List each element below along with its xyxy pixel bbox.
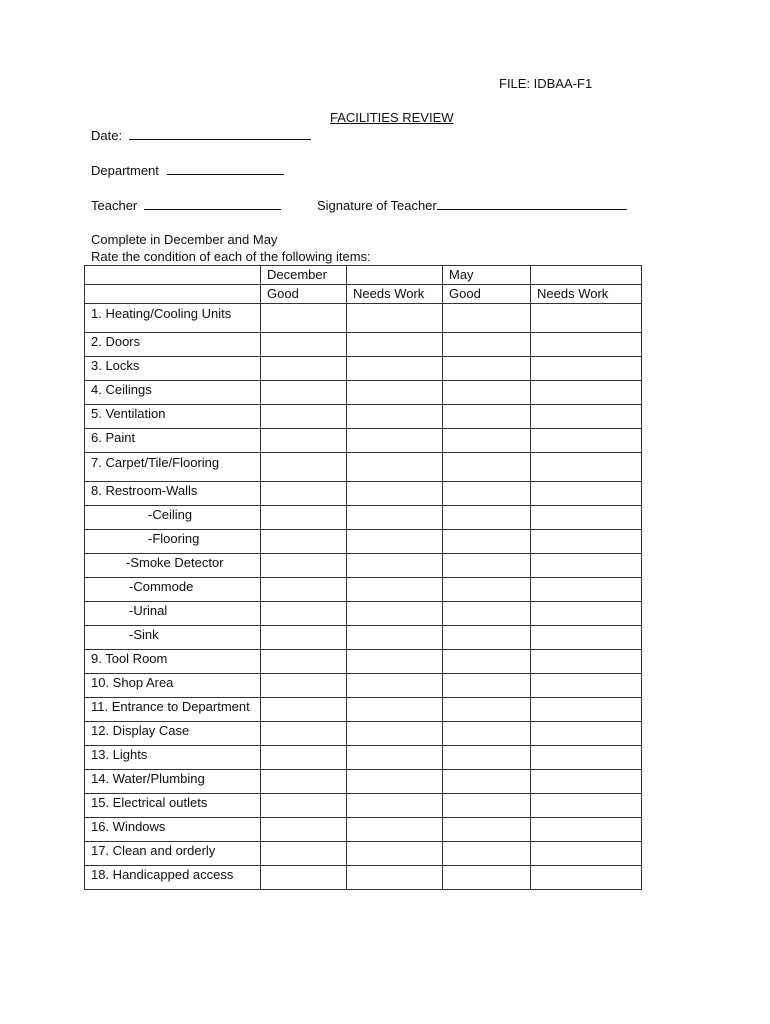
may-good-cell[interactable] — [443, 405, 531, 429]
may-needs-work-cell[interactable] — [531, 333, 642, 357]
may-good-cell[interactable] — [443, 842, 531, 866]
december-good-cell[interactable] — [261, 357, 347, 381]
may-needs-work-cell[interactable] — [531, 674, 642, 698]
item-label: -Smoke Detector — [85, 554, 261, 578]
may-needs-work-cell[interactable] — [531, 602, 642, 626]
may-good-cell[interactable] — [443, 602, 531, 626]
december-needs-work-cell[interactable] — [347, 842, 443, 866]
may-needs-work-cell[interactable] — [531, 794, 642, 818]
signature-field — [317, 197, 627, 213]
instruction-line-1: Complete in December and May — [91, 232, 278, 247]
department-label: Department — [91, 163, 159, 178]
december-good-cell[interactable] — [261, 866, 347, 890]
december-needs-work-cell[interactable] — [347, 794, 443, 818]
december-good-cell[interactable] — [261, 506, 347, 530]
may-needs-work-cell[interactable] — [531, 866, 642, 890]
item-label: 2. Doors — [85, 333, 261, 357]
may-good-cell[interactable] — [443, 818, 531, 842]
december-good-cell[interactable] — [261, 405, 347, 429]
may-needs-work-cell[interactable] — [531, 482, 642, 506]
may-good-cell[interactable] — [443, 698, 531, 722]
table-row — [85, 530, 642, 554]
signature-input-line[interactable] — [437, 197, 627, 210]
may-good-cell[interactable] — [443, 722, 531, 746]
item-label: -Ceiling — [85, 506, 261, 530]
blank-header-cell — [347, 266, 443, 285]
table-row — [85, 674, 642, 698]
date-label: Date: — [91, 128, 123, 143]
item-label: -Sink — [85, 626, 261, 650]
december-needs-work-cell[interactable] — [347, 818, 443, 842]
december-needs-work-cell[interactable] — [347, 746, 443, 770]
may-good-cell[interactable] — [443, 770, 531, 794]
may-good-cell[interactable] — [443, 578, 531, 602]
table-row — [85, 770, 642, 794]
may-good-cell[interactable] — [443, 482, 531, 506]
instruction-line-2: Rate the condition of each of the following items: — [91, 249, 371, 264]
december-good-cell[interactable] — [261, 842, 347, 866]
item-label: 10. Shop Area — [85, 674, 261, 698]
table-row — [85, 722, 642, 746]
may-needs-work-cell[interactable] — [531, 578, 642, 602]
teacher-input-line[interactable] — [144, 197, 281, 210]
may-good-cell[interactable] — [443, 453, 531, 482]
may-needs-work-cell[interactable] — [531, 650, 642, 674]
may-needs-work-cell[interactable] — [531, 405, 642, 429]
may-good-cell[interactable] — [443, 794, 531, 818]
may-good-cell[interactable] — [443, 554, 531, 578]
december-needs-work-cell[interactable] — [347, 698, 443, 722]
period-header-row — [85, 266, 642, 285]
december-good-cell[interactable] — [261, 746, 347, 770]
december-needs-work-cell[interactable] — [347, 602, 443, 626]
table-row — [85, 842, 642, 866]
december-needs-work-cell[interactable] — [347, 530, 443, 554]
may-needs-work-cell[interactable] — [531, 818, 642, 842]
department-field — [91, 162, 284, 178]
december-needs-work-cell[interactable] — [347, 650, 443, 674]
may-good-cell[interactable] — [443, 866, 531, 890]
december-needs-work-cell[interactable] — [347, 333, 443, 357]
december-needs-work-cell[interactable] — [347, 506, 443, 530]
december-good-cell[interactable] — [261, 602, 347, 626]
december-good-cell[interactable] — [261, 381, 347, 405]
page-title: FACILITIES REVIEW — [330, 110, 454, 125]
may-good-cell[interactable] — [443, 381, 531, 405]
department-input-line[interactable] — [167, 162, 284, 175]
may-good-cell[interactable] — [443, 530, 531, 554]
may-needs-work-cell[interactable] — [531, 357, 642, 381]
december-good-cell[interactable] — [261, 722, 347, 746]
item-label: 4. Ceilings — [85, 381, 261, 405]
may-needs-work-cell[interactable] — [531, 770, 642, 794]
may-needs-work-cell[interactable] — [531, 453, 642, 482]
table-row — [85, 698, 642, 722]
table-row — [85, 429, 642, 453]
item-label: 5. Ventilation — [85, 405, 261, 429]
december-needs-work-cell[interactable] — [347, 304, 443, 333]
item-label: 12. Display Case — [85, 722, 261, 746]
december-needs-work-cell[interactable] — [347, 453, 443, 482]
december-needs-work-cell[interactable] — [347, 674, 443, 698]
teacher-label: Teacher — [91, 198, 138, 213]
may-header: May — [443, 266, 531, 285]
december-needs-work-cell[interactable] — [347, 578, 443, 602]
table-row — [85, 482, 642, 506]
may-good-cell[interactable] — [443, 333, 531, 357]
may-needs-work-cell[interactable] — [531, 746, 642, 770]
december-good-header: Good — [261, 285, 347, 304]
rating-header-row — [85, 285, 642, 304]
december-needs-work-cell[interactable] — [347, 554, 443, 578]
december-needs-work-cell[interactable] — [347, 482, 443, 506]
item-label: 16. Windows — [85, 818, 261, 842]
may-good-cell[interactable] — [443, 304, 531, 333]
december-good-cell[interactable] — [261, 482, 347, 506]
december-needs-work-header: Needs Work — [347, 285, 443, 304]
december-header: December — [261, 266, 347, 285]
facilities-rating-table — [84, 265, 642, 890]
may-needs-work-cell[interactable] — [531, 429, 642, 453]
december-needs-work-cell[interactable] — [347, 429, 443, 453]
december-good-cell[interactable] — [261, 770, 347, 794]
item-label: -Flooring — [85, 530, 261, 554]
table-row — [85, 304, 642, 333]
december-good-cell[interactable] — [261, 650, 347, 674]
december-good-cell[interactable] — [261, 818, 347, 842]
may-needs-work-cell[interactable] — [531, 506, 642, 530]
december-needs-work-cell[interactable] — [347, 357, 443, 381]
december-good-cell[interactable] — [261, 453, 347, 482]
may-good-cell[interactable] — [443, 650, 531, 674]
may-good-cell[interactable] — [443, 506, 531, 530]
item-label: 7. Carpet/Tile/Flooring — [85, 453, 261, 482]
table-row — [85, 866, 642, 890]
december-good-cell[interactable] — [261, 554, 347, 578]
table-row — [85, 626, 642, 650]
may-good-cell[interactable] — [443, 746, 531, 770]
december-needs-work-cell[interactable] — [347, 866, 443, 890]
may-needs-work-cell[interactable] — [531, 381, 642, 405]
item-label: 18. Handicapped access — [85, 866, 261, 890]
item-label: 1. Heating/Cooling Units — [85, 304, 261, 333]
may-good-cell[interactable] — [443, 429, 531, 453]
blank-header-cell — [85, 266, 261, 285]
december-good-cell[interactable] — [261, 794, 347, 818]
table-row — [85, 818, 642, 842]
december-needs-work-cell[interactable] — [347, 381, 443, 405]
december-needs-work-cell[interactable] — [347, 626, 443, 650]
december-good-cell[interactable] — [261, 429, 347, 453]
item-label: 8. Restroom-Walls — [85, 482, 261, 506]
may-needs-work-cell[interactable] — [531, 626, 642, 650]
may-good-cell[interactable] — [443, 626, 531, 650]
item-label: 17. Clean and orderly — [85, 842, 261, 866]
item-label: 3. Locks — [85, 357, 261, 381]
item-label: 13. Lights — [85, 746, 261, 770]
item-label: 6. Paint — [85, 429, 261, 453]
may-good-cell[interactable] — [443, 674, 531, 698]
may-good-cell[interactable] — [443, 357, 531, 381]
december-good-cell[interactable] — [261, 304, 347, 333]
table-row — [85, 357, 642, 381]
table-row — [85, 381, 642, 405]
table-row — [85, 578, 642, 602]
table-row — [85, 650, 642, 674]
december-good-cell[interactable] — [261, 530, 347, 554]
may-needs-work-cell[interactable] — [531, 842, 642, 866]
item-label: 15. Electrical outlets — [85, 794, 261, 818]
teacher-field — [91, 197, 281, 213]
table-row — [85, 333, 642, 357]
blank-header-cell — [531, 266, 642, 285]
table-row — [85, 602, 642, 626]
december-good-cell[interactable] — [261, 698, 347, 722]
may-needs-work-cell[interactable] — [531, 554, 642, 578]
may-needs-work-cell[interactable] — [531, 698, 642, 722]
table-row — [85, 506, 642, 530]
may-needs-work-cell[interactable] — [531, 304, 642, 333]
december-good-cell[interactable] — [261, 674, 347, 698]
december-needs-work-cell[interactable] — [347, 770, 443, 794]
table-row — [85, 554, 642, 578]
december-needs-work-cell[interactable] — [347, 722, 443, 746]
date-field — [91, 127, 311, 143]
december-good-cell[interactable] — [261, 578, 347, 602]
item-label: 9. Tool Room — [85, 650, 261, 674]
item-label: -Commode — [85, 578, 261, 602]
date-input-line[interactable] — [129, 127, 311, 140]
table-row — [85, 746, 642, 770]
december-good-cell[interactable] — [261, 626, 347, 650]
table-row — [85, 405, 642, 429]
item-label: 11. Entrance to Department — [85, 698, 261, 722]
file-id: FILE: IDBAA-F1 — [499, 76, 593, 91]
item-label: 14. Water/Plumbing — [85, 770, 261, 794]
december-needs-work-cell[interactable] — [347, 405, 443, 429]
signature-label: Signature of Teacher — [317, 198, 437, 213]
may-needs-work-cell[interactable] — [531, 530, 642, 554]
table-row — [85, 453, 642, 482]
december-good-cell[interactable] — [261, 333, 347, 357]
may-good-header: Good — [443, 285, 531, 304]
may-needs-work-cell[interactable] — [531, 722, 642, 746]
may-needs-work-header: Needs Work — [531, 285, 642, 304]
blank-header-cell — [85, 285, 261, 304]
item-label: -Urinal — [85, 602, 261, 626]
table-row — [85, 794, 642, 818]
